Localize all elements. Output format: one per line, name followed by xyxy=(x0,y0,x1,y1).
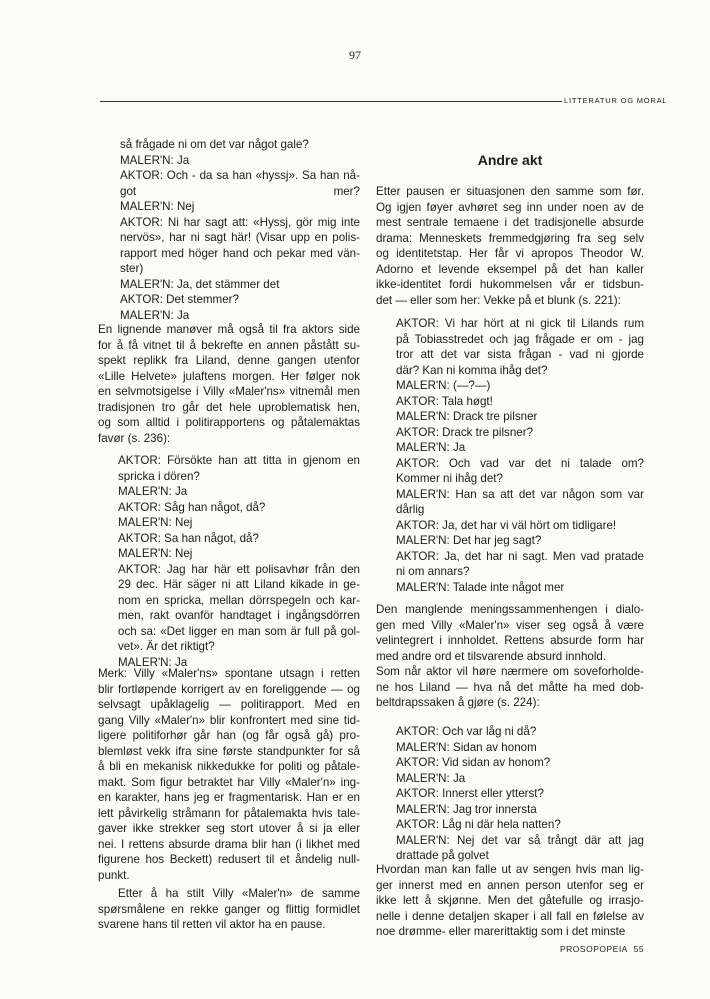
text-line: punkt. xyxy=(98,868,130,882)
text-line: en karakter, hans jeg er fragmentarisk. Han er en xyxy=(98,791,360,804)
text-line: AKTOR: Och var låg ni då? xyxy=(396,725,537,738)
text-line: ni om annars? xyxy=(396,565,470,578)
text-line: En lignende manøver må også til fra aktors side xyxy=(98,323,360,336)
text-line: Og igjen føyer avhøret seg inn under noen av de xyxy=(376,200,644,214)
act-heading: Andre akt xyxy=(477,152,543,168)
text-line: drama: Menneskets fremmedgjøring fra seg selv xyxy=(376,231,644,245)
text-line: det — eller som her: Vekke på et blunk (s. 221): xyxy=(376,293,621,307)
text-line: lett påvirkelig stråmann for påtalemakta hvis tale- xyxy=(98,806,360,820)
text-line: MALER'N: Det har jeg sagt? xyxy=(396,534,542,547)
header-rule xyxy=(100,101,562,102)
text-line: på Tobiasstredet och jag frågade er om - jag xyxy=(396,332,644,346)
text-line: MALER'N: Jag tror innersta xyxy=(396,802,537,816)
text-line: MALER'N: Talade inte något mer xyxy=(396,580,565,594)
text-line: beltdrapssaken å gjøre (s. 224): xyxy=(376,696,540,709)
journal-name: PROSOPOPEIA xyxy=(560,944,628,954)
text-line: rapport med höger hand och pekar med vän- xyxy=(120,246,360,260)
text-line: nervös», har ni sagt här! (Visar upp en polis- xyxy=(120,231,360,244)
text-line: blemløst vekk ifra sine første standpunkter for så xyxy=(98,744,360,758)
text-line: AKTOR: Vi har hört at ni gick til Lilands rum xyxy=(396,317,644,330)
text-line: gaver ikke strekker seg stort utover å si ja eller xyxy=(98,822,360,835)
text-line: ne hos Liland — hva nå det måtte ha med dob- xyxy=(376,680,644,694)
text-line: spørsmålene en rekke ganger og flittig formidlet xyxy=(98,902,360,916)
text-line: där? Kan ni komma ihåg det? xyxy=(396,363,548,377)
text-line: MALER'N: Nej xyxy=(118,547,193,560)
text-line: svarene hans til retten vil aktor ha en pause. xyxy=(98,918,326,931)
text-line: gang Villy «Maler'n» blir konfrontert med sine tid- xyxy=(98,713,360,727)
text-line: AKTOR: Tala høgt! xyxy=(396,394,493,408)
text-line: AKTOR: Jag har här ett polisavhør från den xyxy=(118,562,360,576)
text-line: MALER'N: Drack tre pilsner xyxy=(396,410,538,423)
text-line: selvsagt upåklagelig — politirapport. Med en xyxy=(98,698,360,711)
text-line: og som alltid i politirapportens og påtalemaktas xyxy=(98,416,360,429)
text-line: tror att det var sista frågan - vad ni gjorde xyxy=(396,348,644,361)
text-line: gen med Villy «Maler'n» viser seg også å være xyxy=(376,618,644,632)
text-line: AKTOR: Det stemmer? xyxy=(120,293,239,306)
text-line: AKTOR: Ja, det har ni sagt. Men vad pratade xyxy=(396,549,644,563)
text-line: AKTOR: Låg ni där hela natten? xyxy=(396,818,561,831)
text-line: Etter pausen er situasjonen den samme som før. xyxy=(376,185,644,198)
paragraph-1 xyxy=(376,184,644,308)
paragraph-2 xyxy=(98,666,360,883)
text-line: ligere politiforhør går han (og får også gå) pro- xyxy=(98,729,360,742)
text-line: MALER'N: Nej det var så trångt där att jag xyxy=(396,833,644,847)
text-line: mest sentrale temaene i det tradisjonelle absurde xyxy=(376,216,644,229)
text-line: dårlig xyxy=(396,503,425,516)
text-line: MALER'N: Ja, det stämmer det xyxy=(120,277,280,291)
text-line: å bli en mekanisk nikkedukke for politi og påtale- xyxy=(98,760,360,773)
text-line: Etter å ha stilt Villy «Maler'n» de samme xyxy=(118,887,360,900)
paragraph-3 xyxy=(376,862,644,940)
text-line: Hvordan man kan falle ut av sengen hvis man lig- xyxy=(376,863,644,876)
text-line: ikke-identitet fordi hukommelsen vår er tidsbun- xyxy=(376,278,644,291)
text-line: MALER'N: Ja xyxy=(118,655,188,669)
text-line: blir fortløpende korrigert av en foreliggende — og xyxy=(98,682,360,696)
text-line: tradisjonen tro går det hele uproblematisk hen, xyxy=(98,400,360,414)
text-line: AKTOR: Såg han något, då? xyxy=(118,500,266,514)
text-line: en selvmotsigelse i Villy «Maler'ns» vitnemål men xyxy=(98,385,360,398)
text-line: Den manglende meningssammenhengen i dialo- xyxy=(376,603,644,616)
text-line: MALER'N: Ja xyxy=(396,441,466,454)
text-line: figurene hos Beckett) redusert til et åndelig null- xyxy=(98,853,360,866)
text-line: nom en spricka, mellan dörrspegeln och kar- xyxy=(118,593,360,607)
paragraph-1 xyxy=(98,322,360,446)
footer-page-number: 55 xyxy=(633,944,645,954)
text-line: MALER'N: Ja xyxy=(118,485,188,498)
paragraph-2 xyxy=(376,602,644,711)
text-line: nelle i denne detaljen skaper i all fall en følelse av xyxy=(376,909,644,923)
text-line: MALER'N: Ja xyxy=(396,771,466,785)
dialogue-block-2 xyxy=(376,724,644,864)
text-line: MALER'N: Sidan av honom xyxy=(396,740,537,754)
text-line: vet». Är det riktigt? xyxy=(118,640,215,653)
text-line: Kommer ni ihåg det? xyxy=(396,472,503,485)
text-line: MALER'N: Han sa att det var någon som var xyxy=(396,487,644,501)
dialogue-block-1 xyxy=(376,316,644,595)
text-line: «Lille Helvete» julaftens morgen. Her følger nok xyxy=(98,369,360,383)
paragraph-3 xyxy=(98,886,360,933)
text-line: 29 dec. Här säger ni att Liland kikade in ge- xyxy=(118,578,360,591)
text-line: for å få vitnet til å bekrefte en annen påstått su- xyxy=(98,338,360,352)
text-line: nei. I rettens absurde drama blir han (i likhet med xyxy=(98,837,360,851)
text-line: AKTOR: Och - da sa han «hyssj». Sa han nå- xyxy=(120,169,360,182)
text-line: spricka i dören? xyxy=(118,469,200,483)
dialogue-block-2 xyxy=(98,453,360,670)
text-line: så frågade ni om det var något gale? xyxy=(120,138,309,151)
text-line: AKTOR: Sa han något, då? xyxy=(118,531,259,545)
text-line: MALER'N: Ja xyxy=(120,153,190,167)
text-line: makt. Som figur betraktet har Villy «Maler'n» ing- xyxy=(98,775,360,789)
text-line: Som når aktor vil høre nærmere om soveforholde- xyxy=(376,665,644,678)
text-line: AKTOR: Innerst eller ytterst? xyxy=(396,787,544,800)
page-number: 97 xyxy=(349,48,361,62)
text-line: drattade på golvet xyxy=(396,849,489,862)
dialogue-block-1 xyxy=(98,137,360,323)
text-line: AKTOR: Ni har sagt att: «Hyssj, gör mig inte xyxy=(120,215,360,229)
section-label: LITTERATUR OG MORAL xyxy=(564,96,668,105)
text-line: AKTOR: Drack tre pilsner? xyxy=(396,425,534,439)
text-line: MALER'N: Ja xyxy=(120,308,190,322)
text-line: og identitetstap. Her får vi apropos Theodor W. xyxy=(376,247,644,260)
text-line: AKTOR: Vid sidan av honom? xyxy=(396,756,551,769)
text-line: MALER'N: Nej xyxy=(120,200,195,213)
text-line: got mer? xyxy=(120,184,360,198)
text-line: ster) xyxy=(120,262,144,275)
footer xyxy=(560,944,644,954)
text-line: MALER'N: (—?—) xyxy=(396,379,491,392)
text-line: AKTOR: Försökte han att titta in gjenom en xyxy=(118,454,360,467)
text-line: Adorno et levende eksempel på det han kaller xyxy=(376,262,644,276)
text-line: AKTOR: Och vad var det ni talade om? xyxy=(396,456,644,470)
text-line: men, rakt ovanför handtaget i ingångsdörren xyxy=(118,609,360,622)
text-line: spekt replikk fra Liland, denne gangen utenfor xyxy=(98,354,360,367)
text-line: noe drømme- eller marerittaktig som i det minste xyxy=(376,925,626,938)
text-line: velintegrert i innholdet. Rettens absurde form har xyxy=(376,634,644,647)
text-line: AKTOR: Ja, det har vi väl hört om tidligare! xyxy=(396,518,617,532)
text-line: favør (s. 236): xyxy=(98,431,171,445)
text-line: och sa: «Det ligger en man som är full på gol- xyxy=(118,624,360,638)
text-line: ikke lett å skjønne. Men det gåtefulle og irrasjo- xyxy=(376,894,644,907)
text-line: Merk: Villy «Maler'ns» spontane utsagn i retten xyxy=(98,667,360,680)
text-line: MALER'N: Nej xyxy=(118,516,193,529)
text-line: med andre ord et tilsvarende absurd innhold. xyxy=(376,649,607,663)
text-line: ger innerst med en annen person utenfor seg er xyxy=(376,878,644,892)
